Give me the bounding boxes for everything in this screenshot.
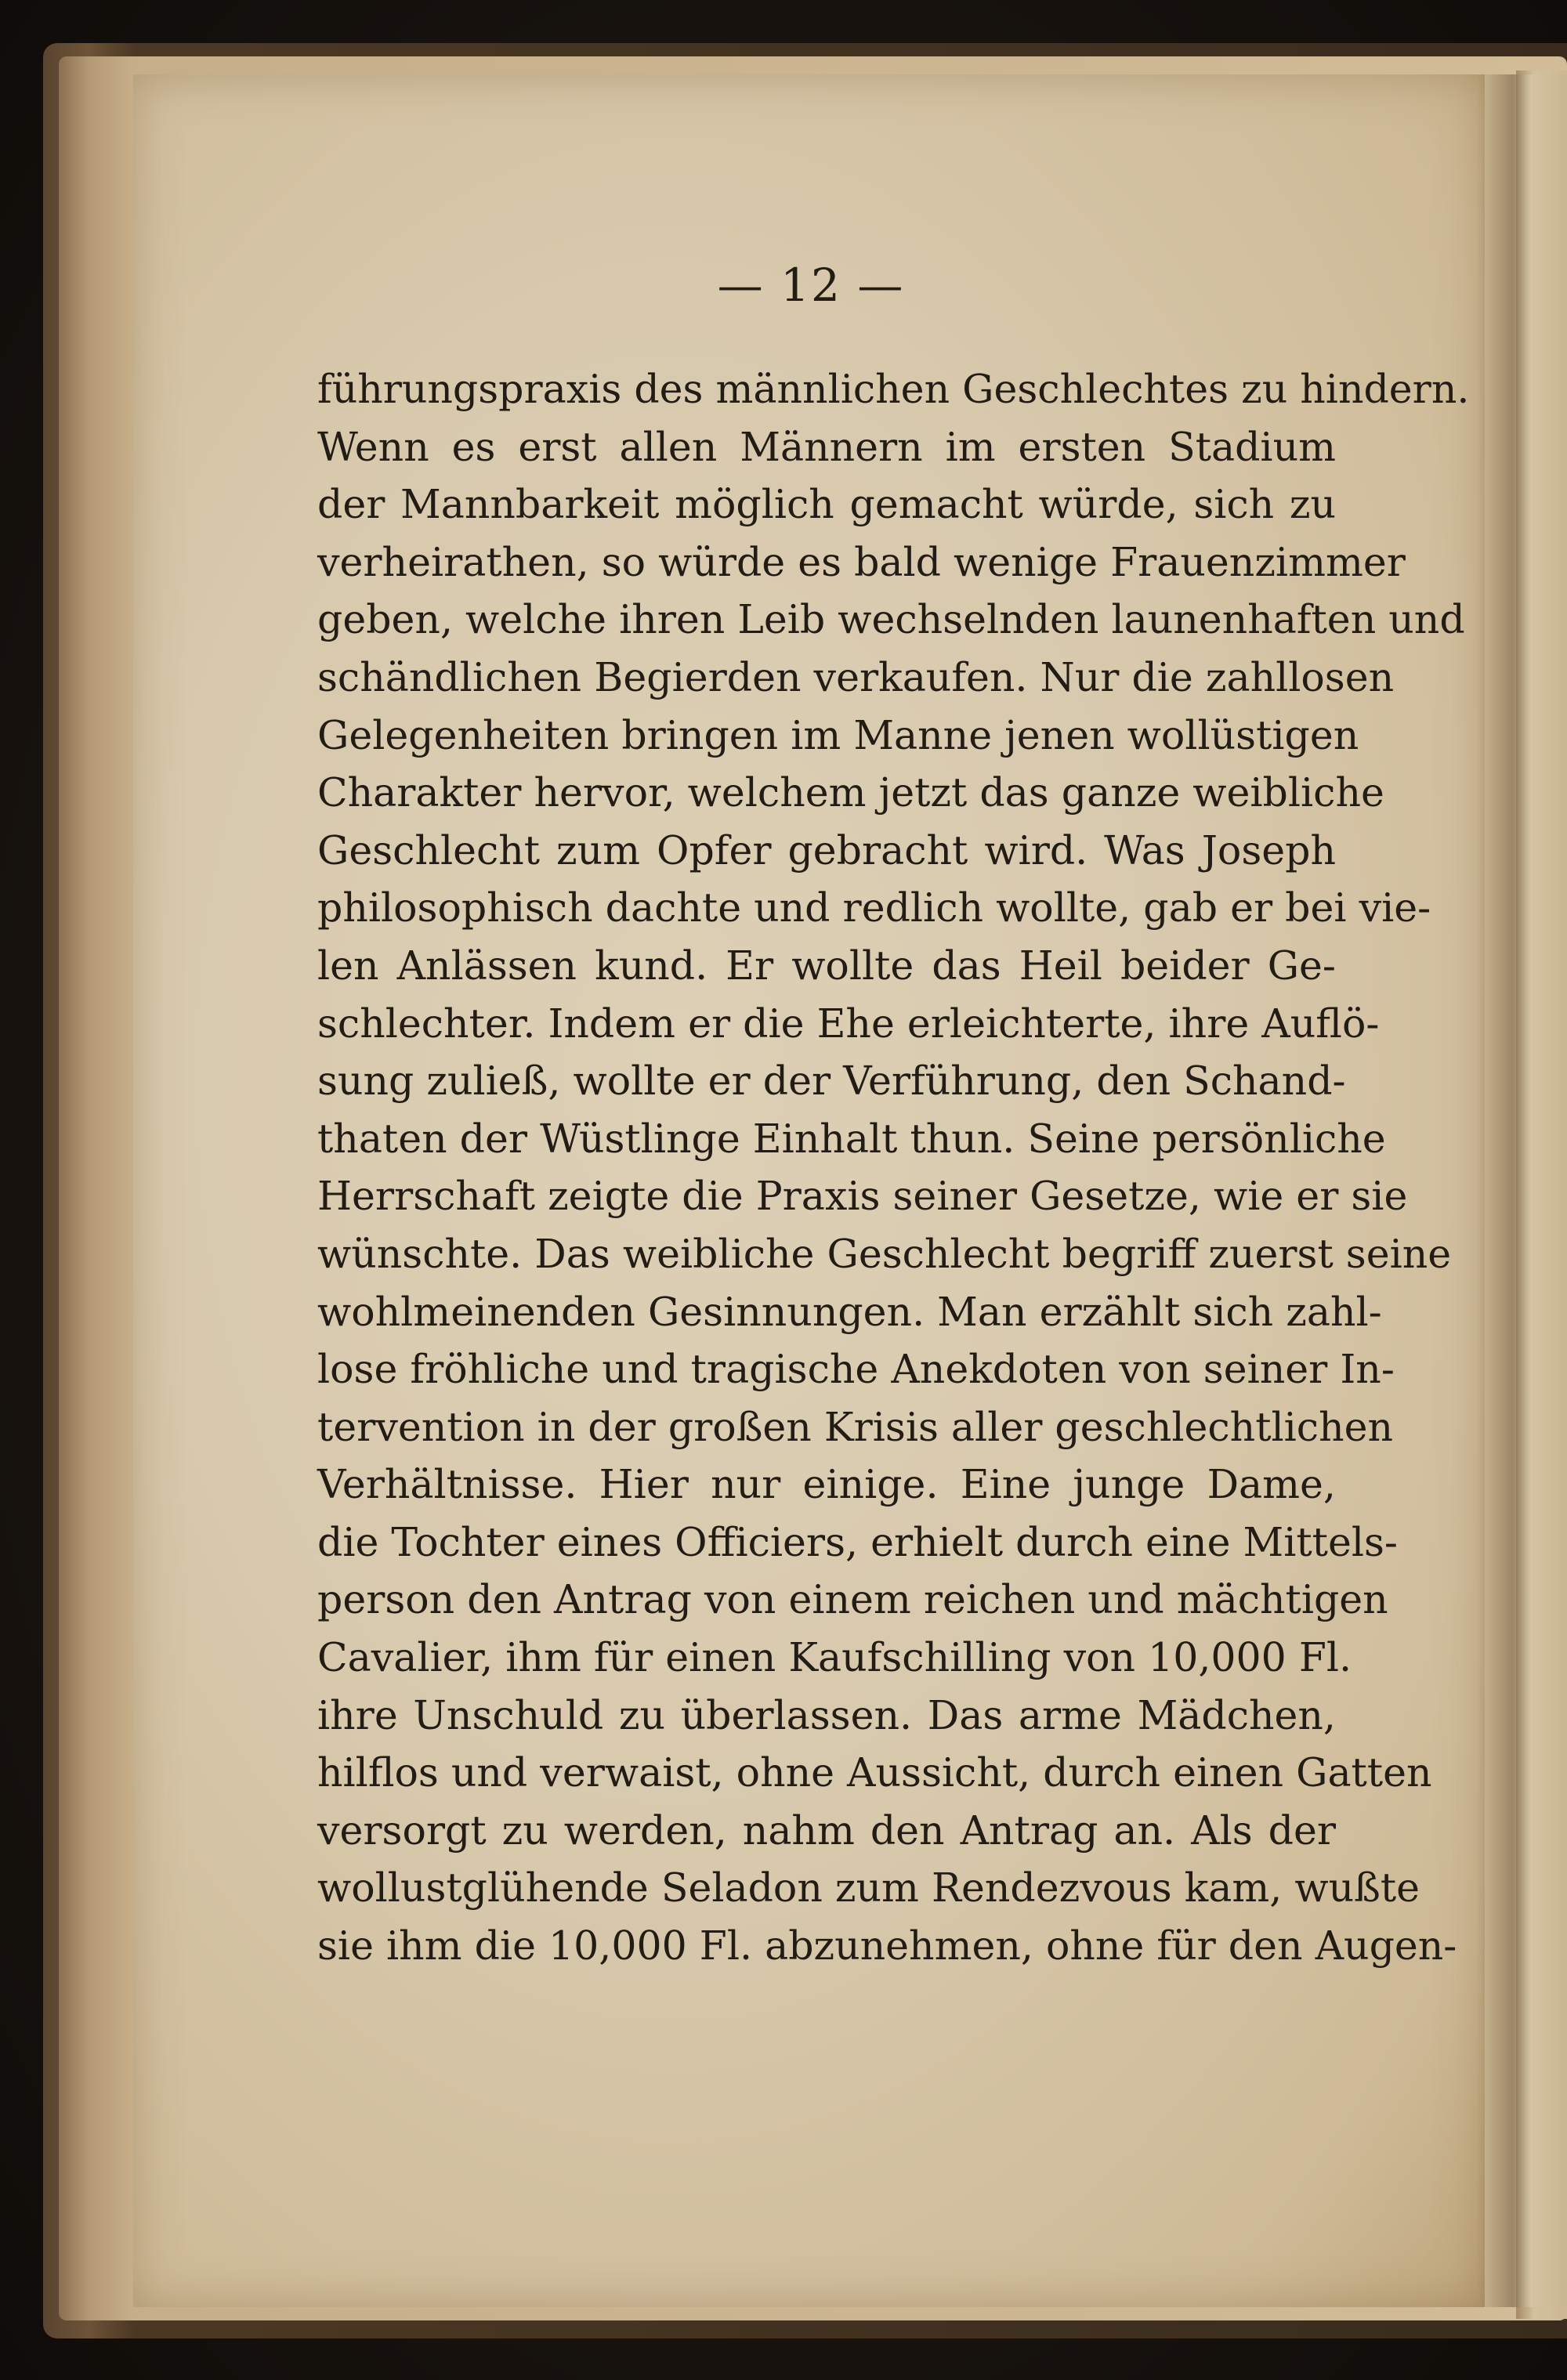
text-line: schlechter. Indem er die Ehe erleichterte, ihre Auflö- bbox=[317, 1000, 1380, 1047]
spine-shadow bbox=[1477, 74, 1567, 2307]
text-line: person den Antrag von einem reichen und mächtigen bbox=[317, 1576, 1388, 1623]
text-line: len Anlässen kund. Er wollte das Heil beider Ge- bbox=[317, 942, 1336, 989]
text-line: sie ihm die 10,000 Fl. abzunehmen, ohne für den Augen- bbox=[317, 1922, 1457, 1969]
text-line: die Tochter eines Officiers, erhielt durch eine Mittels- bbox=[317, 1518, 1398, 1565]
text-line: Verhältnisse. Hier nur einige. Eine junge Dame, bbox=[317, 1461, 1336, 1508]
text-line: Wenn es erst allen Männern im ersten Stadium bbox=[317, 423, 1336, 470]
text-line: ihre Unschuld zu überlassen. Das arme Mädchen, bbox=[317, 1691, 1336, 1738]
text-line: hilflos und verwaist, ohne Aussicht, durch einen Gatten bbox=[317, 1749, 1432, 1796]
text-line: Geschlecht zum Opfer gebracht wird. Was Joseph bbox=[317, 826, 1336, 874]
text-line: wollustglühende Seladon zum Rendezvous kam, wußte bbox=[317, 1865, 1420, 1912]
body-text bbox=[317, 360, 1470, 1975]
text-line: tervention in der großen Krisis aller geschlechtlichen bbox=[317, 1403, 1394, 1450]
text-line: Herrschaft zeigte die Praxis seiner Gesetze, wie er sie bbox=[317, 1173, 1408, 1220]
text-line: thaten der Wüstlinge Einhalt thun. Seine persönliche bbox=[317, 1115, 1386, 1162]
text-line: sung zuließ, wollte er der Verführung, den Schand- bbox=[317, 1058, 1346, 1105]
text-line: Gelegenheiten bringen im Manne jenen wollüstigen bbox=[317, 711, 1359, 758]
text-line: verheirathen, so würde es bald wenige Frauenzimmer bbox=[317, 538, 1406, 585]
text-line: geben, welche ihren Leib wechselnden launenhaften und bbox=[317, 596, 1465, 643]
text-line: führungspraxis des männlichen Geschlechtes zu hindern. bbox=[317, 366, 1470, 412]
text-line: Charakter hervor, welchem jetzt das ganze weibliche bbox=[317, 769, 1384, 816]
text-line: wünschte. Das weibliche Geschlecht begriff zuerst seine bbox=[317, 1230, 1452, 1277]
page-number: — 12 — bbox=[717, 259, 905, 312]
text-line: schändlichen Begierden verkaufen. Nur die zahllosen bbox=[317, 653, 1395, 700]
text-line: versorgt zu werden, nahm den Antrag an. Als der bbox=[317, 1807, 1336, 1854]
text-line: wohlmeinenden Gesinnungen. Man erzählt sich zahl- bbox=[317, 1288, 1382, 1335]
text-line: der Mannbarkeit möglich gemacht würde, sich zu bbox=[317, 481, 1336, 528]
text-line: philosophisch dachte und redlich wollte, gab er bei vie- bbox=[317, 884, 1431, 931]
text-line: Cavalier, ihm für einen Kaufschilling von 10,000 Fl. bbox=[317, 1634, 1352, 1681]
text-line: lose fröhliche und tragische Anekdoten von seiner In- bbox=[317, 1346, 1395, 1393]
